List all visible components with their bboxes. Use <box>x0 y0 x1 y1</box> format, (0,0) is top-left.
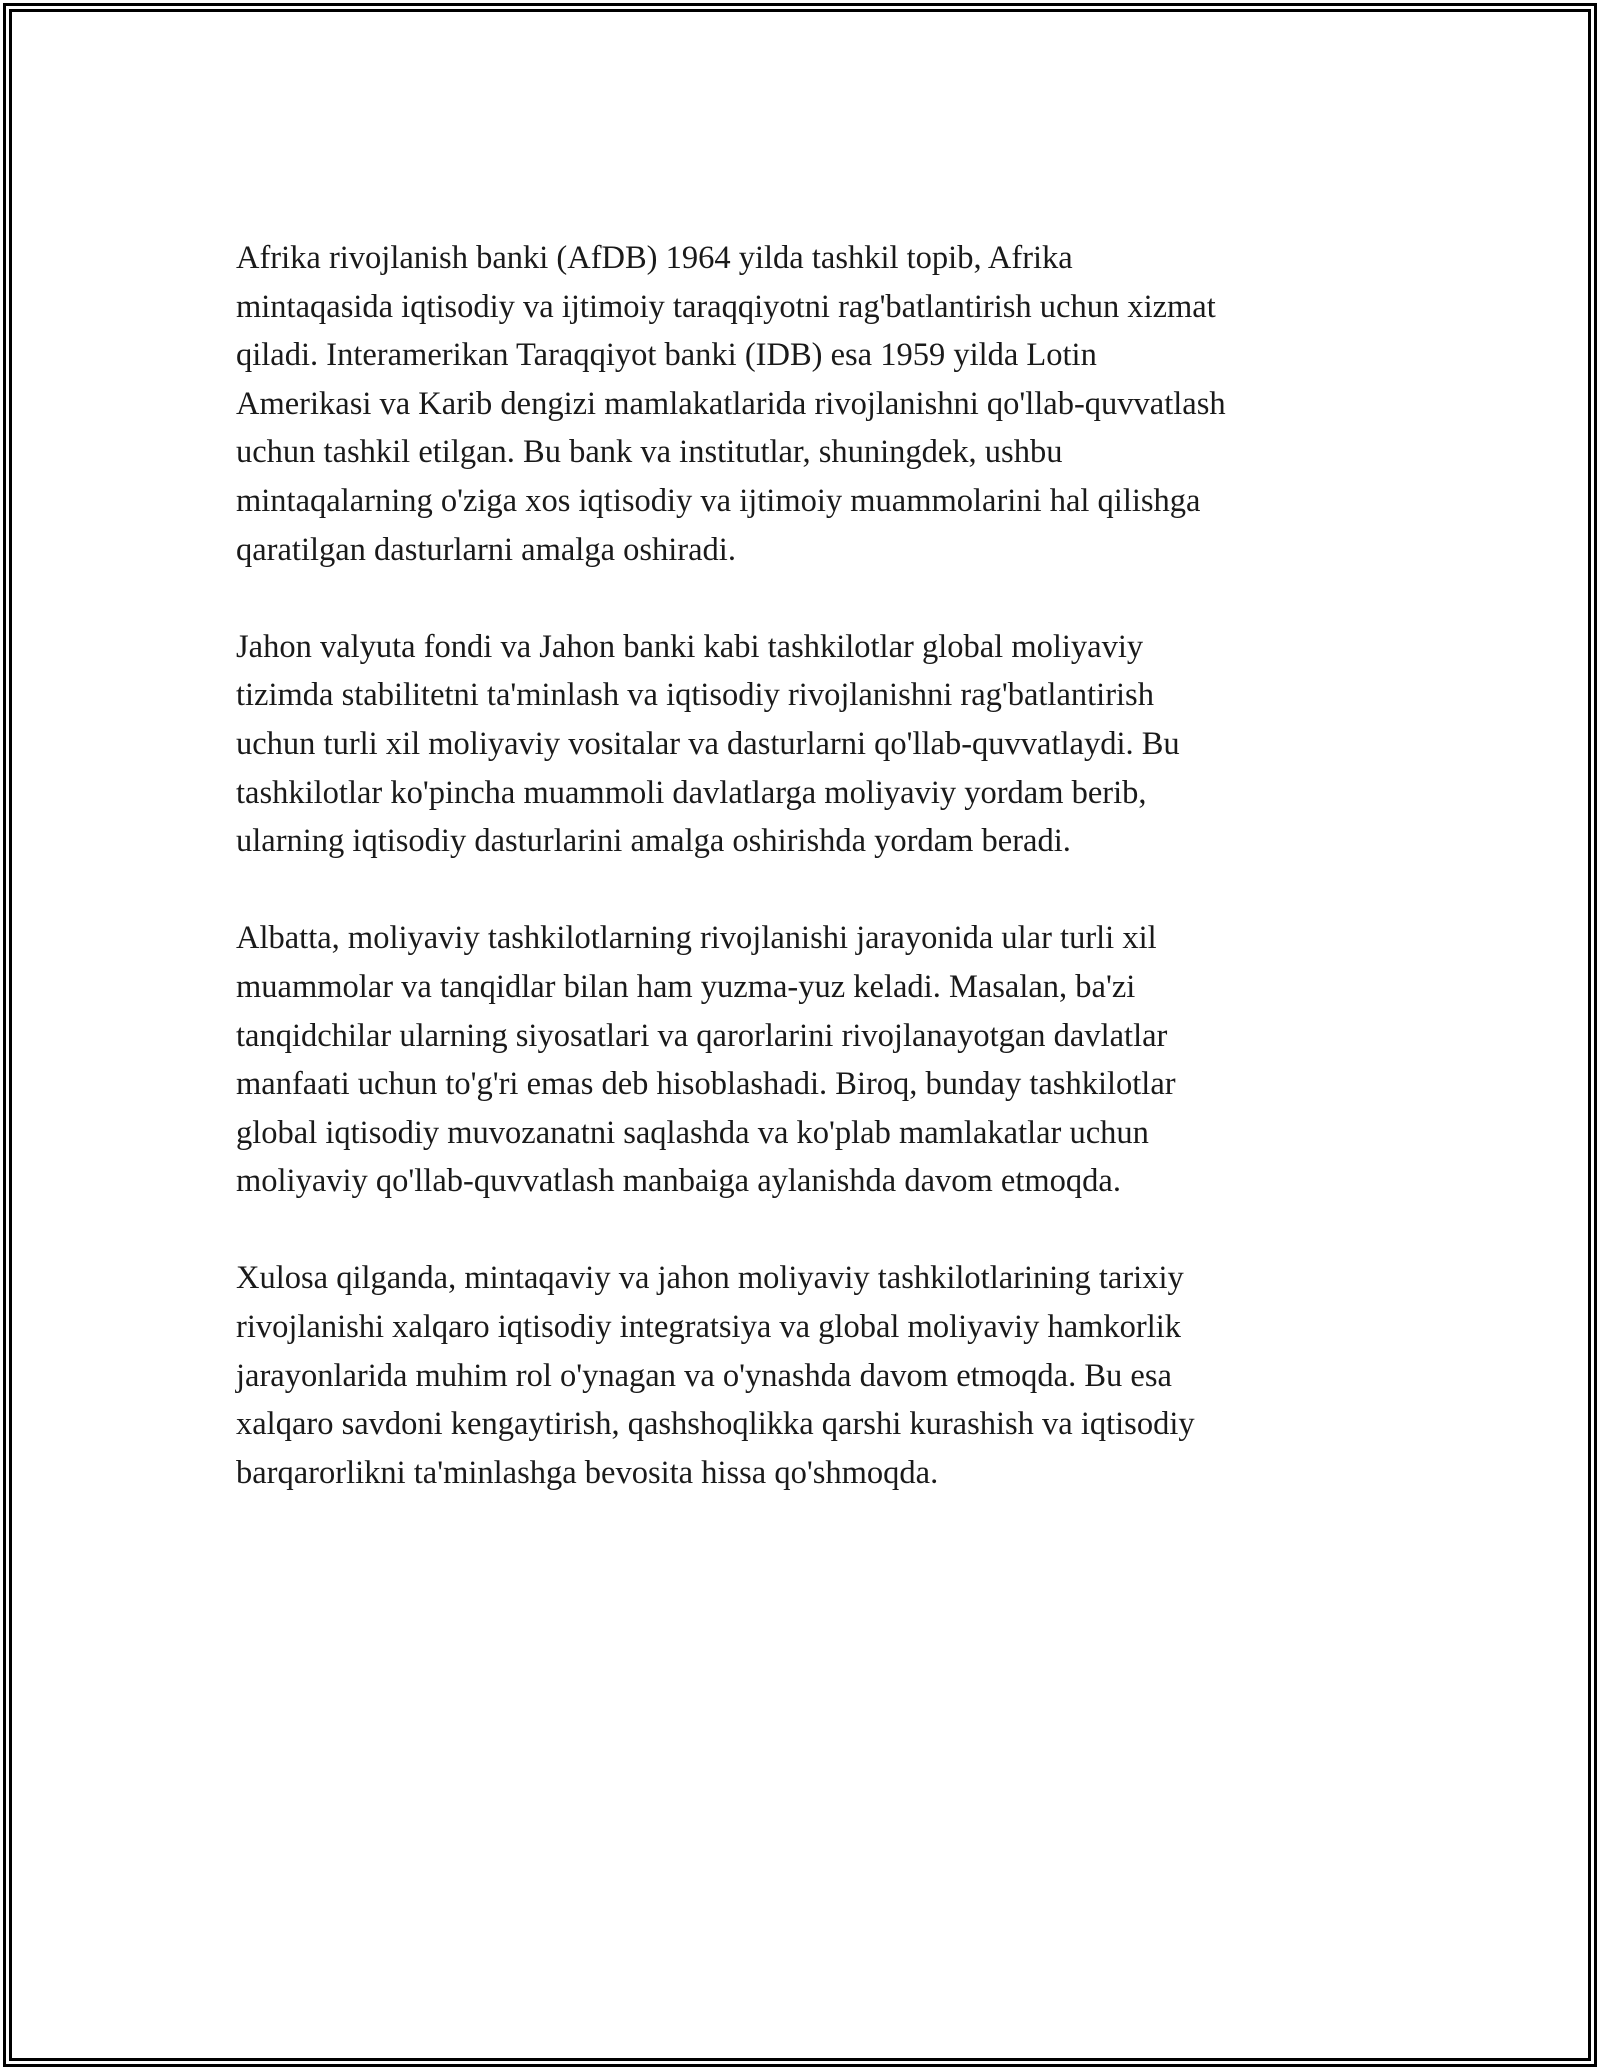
paragraph-1: Afrika rivojlanish banki (AfDB) 1964 yilda tashkil topib, Afrika mintaqasida iqtisodiy va ijtimoiy taraqqiyotni rag'batlantirish uchun xizmat qiladi. Interamerikan Taraqqiyot banki (IDB) esa 1959 yilda Lotin Amerikasi va Karib dengizi mamlakatlarida rivojlanishni qo'llab-quvvatlash uchun tashkil etilgan. Bu bank va institutlar, shuningdek, ushbu mintaqalarning o'ziga xos iqtisodiy va ijtimoiy muammolarini hal qilishga qaratilgan dasturlarni amalga oshiradi. <box>236 240 1226 568</box>
paragraph-3: Albatta, moliyaviy tashkilotlarning rivojlanishi jarayonida ular turli xil muammolar va tanqidlar bilan ham yuzma-yuz keladi. Masalan, ba'zi tanqidchilar ularning siyosatlari va qarorlarini rivojlanayotgan davlatlar manfaati uchun to'g'ri emas deb hisoblashadi. Biroq, bunday tashkilotlar global iqtisodiy muvozanatni saqlashda va ko'plab mamlakatlar uchun moliyaviy qo'llab-quvvatlash manbaiga aylanishda davom etmoqda. <box>236 920 1176 1200</box>
paragraph-4: Xulosa qilganda, mintaqaviy va jahon moliyaviy tashkilotlarining tarixiy rivojlanishi xalqaro iqtisodiy integratsiya va global moliyaviy hamkorlik jarayonlarida muhim rol o'ynagan va o'ynashda davom etmoqda. Bu esa xalqaro savdoni kengaytirish, qashshoqlikka qarshi kurashish va iqtisodiy barqarorlikni ta'minlashga bevosita hissa qo'shmoqda. <box>236 1260 1195 1491</box>
paragraph-2: Jahon valyuta fondi va Jahon banki kabi tashkilotlar global moliyaviy tizimda stabilitetni ta'minlash va iqtisodiy rivojlanishni rag'batlantirish uchun turli xil moliyaviy vositalar va dasturlarni qo'llab-quvvatlaydi. Bu tashkilotlar ko'pincha muammoli davlatlarga moliyaviy yordam berib, ularning iqtisodiy dasturlarini amalga oshirishda yordam beradi. <box>236 628 1180 860</box>
document-body <box>236 234 1366 1497</box>
